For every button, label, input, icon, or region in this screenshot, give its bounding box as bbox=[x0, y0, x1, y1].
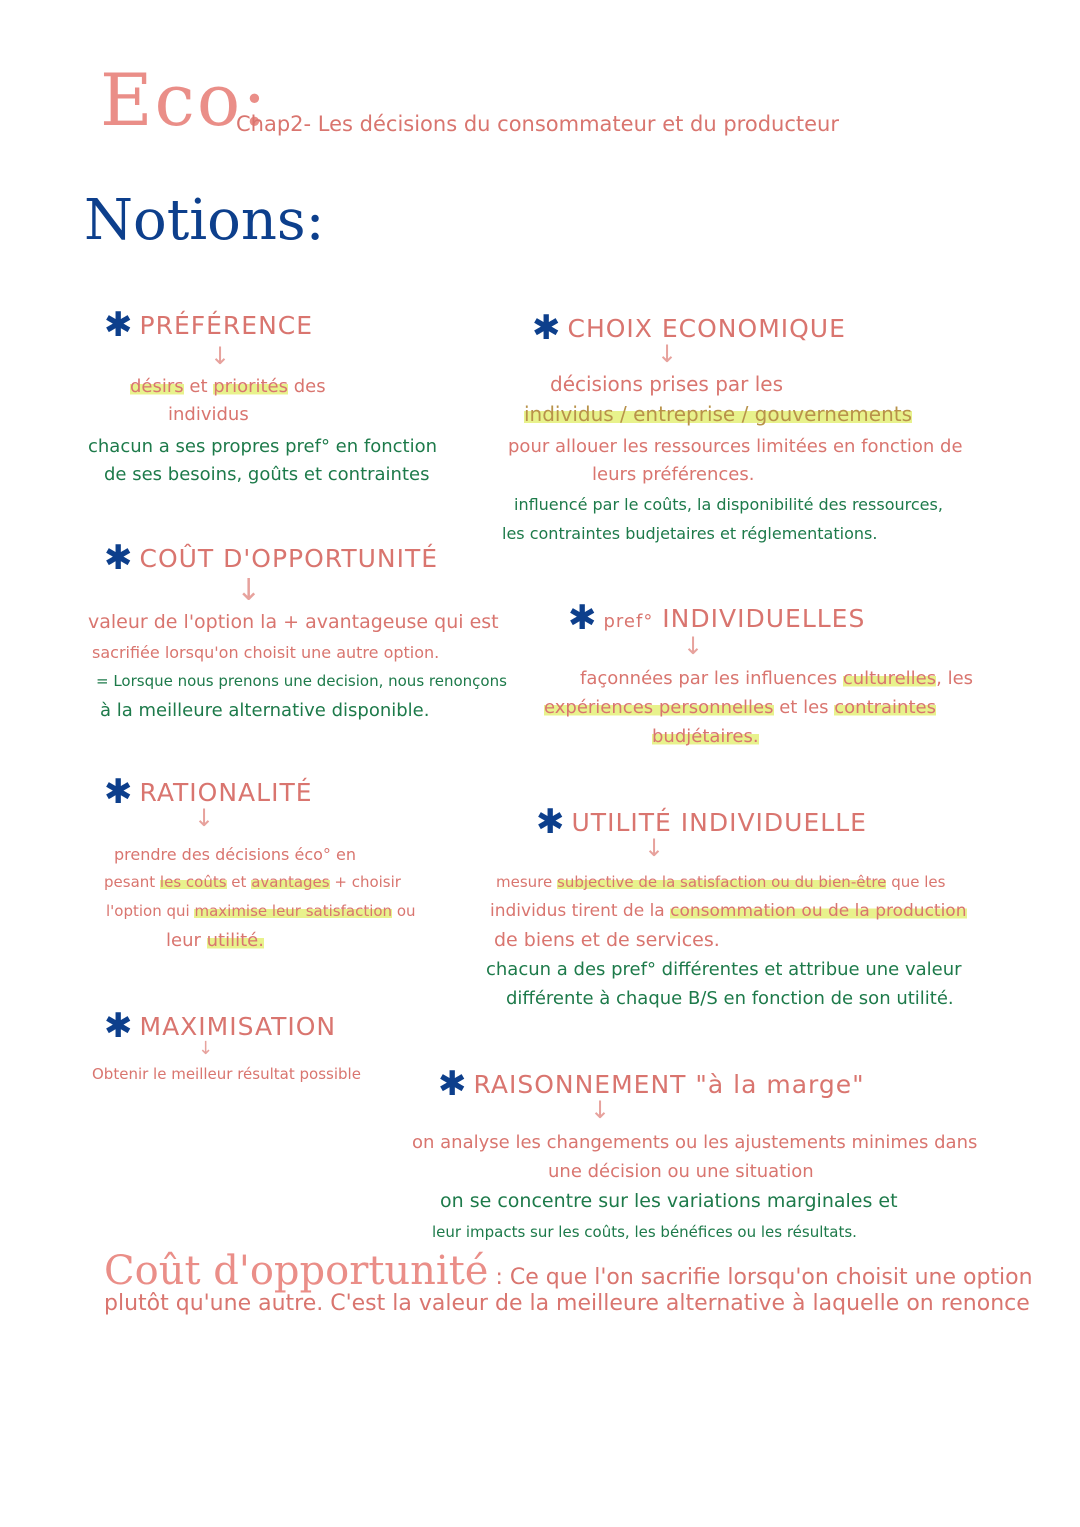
choix-line3: pour allouer les ressources limitées en fonction de bbox=[508, 436, 963, 457]
utilite-line3: de biens et de services. bbox=[494, 929, 720, 951]
rationalite-line4: leur utilité. bbox=[166, 930, 264, 951]
arrow-down-icon: ↓ bbox=[194, 804, 215, 832]
asterisk-icon: ✱ bbox=[104, 538, 134, 578]
utilite-block bbox=[536, 802, 867, 842]
preference-line4: de ses besoins, goûts et contraintes bbox=[104, 464, 430, 485]
asterisk-icon: ✱ bbox=[532, 308, 562, 348]
rationalite-line1: prendre des décisions éco° en bbox=[114, 845, 356, 864]
arrow-down-icon: ↓ bbox=[210, 342, 231, 370]
raisonnement-line4: leur impacts sur les coûts, les bénéfices ou les résultats. bbox=[432, 1223, 857, 1241]
raisonnement-line3: on se concentre sur les variations marginales et bbox=[440, 1190, 898, 1212]
raisonnement-block bbox=[438, 1064, 865, 1104]
arrow-down-icon: ↓ bbox=[198, 1038, 214, 1059]
asterisk-icon: ✱ bbox=[536, 802, 566, 842]
choix-block bbox=[532, 308, 846, 348]
notions-heading: Notions: bbox=[84, 188, 325, 253]
cout-line3: = Lorsque nous prenons une decision, nous renonçons bbox=[96, 672, 507, 690]
arrow-down-icon: ↓ bbox=[657, 340, 678, 368]
rationalite-line2: pesant les coûts et avantages + choisir bbox=[104, 873, 401, 891]
preference-line2: individus bbox=[168, 404, 249, 425]
arrow-down-icon: ↓ bbox=[590, 1096, 611, 1124]
choix-line2: individus / entreprise / gouvernements bbox=[524, 402, 913, 426]
choix-line1: décisions prises par les bbox=[550, 372, 784, 396]
pref-ind-title: INDIVIDUELLES bbox=[662, 604, 866, 633]
raisonnement-line2: une décision ou une situation bbox=[548, 1161, 814, 1182]
cout-line2: sacrifiée lorsqu'on choisit une autre option. bbox=[92, 643, 440, 662]
maximisation-title: MAXIMISATION bbox=[139, 1012, 337, 1041]
choix-title: CHOIX ECONOMIQUE bbox=[567, 314, 846, 343]
cout-title: COÛT D'OPPORTUNITÉ bbox=[139, 544, 439, 573]
rationalite-title: RATIONALITÉ bbox=[139, 778, 313, 807]
utilite-line1: mesure subjective de la satisfaction ou du bien-être que les bbox=[496, 873, 946, 891]
preference-block bbox=[104, 305, 313, 345]
definition-text: : Ce que l'on sacrifie lorsqu'on choisit une option plutôt qu'une autre. C'est la valeur de la meilleure alternative à laquelle on renonce bbox=[104, 1265, 1033, 1316]
asterisk-icon: ✱ bbox=[104, 305, 134, 345]
asterisk-icon: ✱ bbox=[104, 1006, 134, 1046]
pref-ind-block bbox=[568, 598, 865, 638]
preference-title: PRÉFÉRENCE bbox=[139, 311, 314, 340]
maximisation-block bbox=[104, 1006, 336, 1046]
chapter-title: Chap2- Les décisions du consommateur et du producteur bbox=[236, 112, 839, 136]
pref-ind-line3: budjétaires. bbox=[652, 726, 759, 747]
arrow-down-icon: ↓ bbox=[644, 834, 665, 862]
raisonnement-title: RAISONNEMENT "à la marge" bbox=[473, 1070, 865, 1099]
preference-line1: désirs et priorités des bbox=[130, 376, 326, 397]
cout-line1: valeur de l'option la + avantageuse qui est bbox=[88, 611, 499, 633]
choix-line4: leurs préférences. bbox=[592, 464, 755, 485]
preference-line3: chacun a ses propres pref° en fonction bbox=[88, 436, 438, 457]
raisonnement-line1: on analyse les changements ou les ajustements minimes dans bbox=[412, 1132, 978, 1153]
pref-ind-line2: expériences personnelles et les contraintes bbox=[544, 697, 936, 718]
cout-line4: à la meilleure alternative disponible. bbox=[100, 700, 430, 721]
asterisk-icon: ✱ bbox=[438, 1064, 468, 1104]
pref-ind-line1: façonnées par les influences culturelles, les bbox=[580, 668, 974, 689]
rationalite-line3: l'option qui maximise leur satisfaction ou bbox=[106, 902, 416, 920]
arrow-down-icon: ↓ bbox=[683, 632, 704, 660]
asterisk-icon: ✱ bbox=[568, 598, 598, 638]
cout-block bbox=[104, 538, 438, 578]
asterisk-icon: ✱ bbox=[104, 772, 134, 812]
utilite-title: UTILITÉ INDIVIDUELLE bbox=[571, 808, 867, 837]
utilite-line4: chacun a des pref° différentes et attribue une valeur bbox=[486, 959, 962, 980]
eco-title: Eco: bbox=[100, 58, 269, 142]
choix-line6: les contraintes budjetaires et réglementations. bbox=[502, 524, 878, 543]
definition-block bbox=[104, 1248, 1044, 1317]
maximisation-line1: Obtenir le meilleur résultat possible bbox=[92, 1065, 361, 1083]
utilite-line5: différente à chaque B/S en fonction de son utilité. bbox=[506, 988, 954, 1009]
arrow-down-icon: ↓ bbox=[236, 573, 262, 608]
choix-line5: influencé par le coûts, la disponibilité des ressources, bbox=[514, 495, 943, 514]
pref-ind-small: pref° bbox=[603, 611, 654, 632]
utilite-line2: individus tirent de la consommation ou de la production bbox=[490, 901, 967, 921]
definition-term: Coût d'opportunité bbox=[104, 1248, 489, 1294]
